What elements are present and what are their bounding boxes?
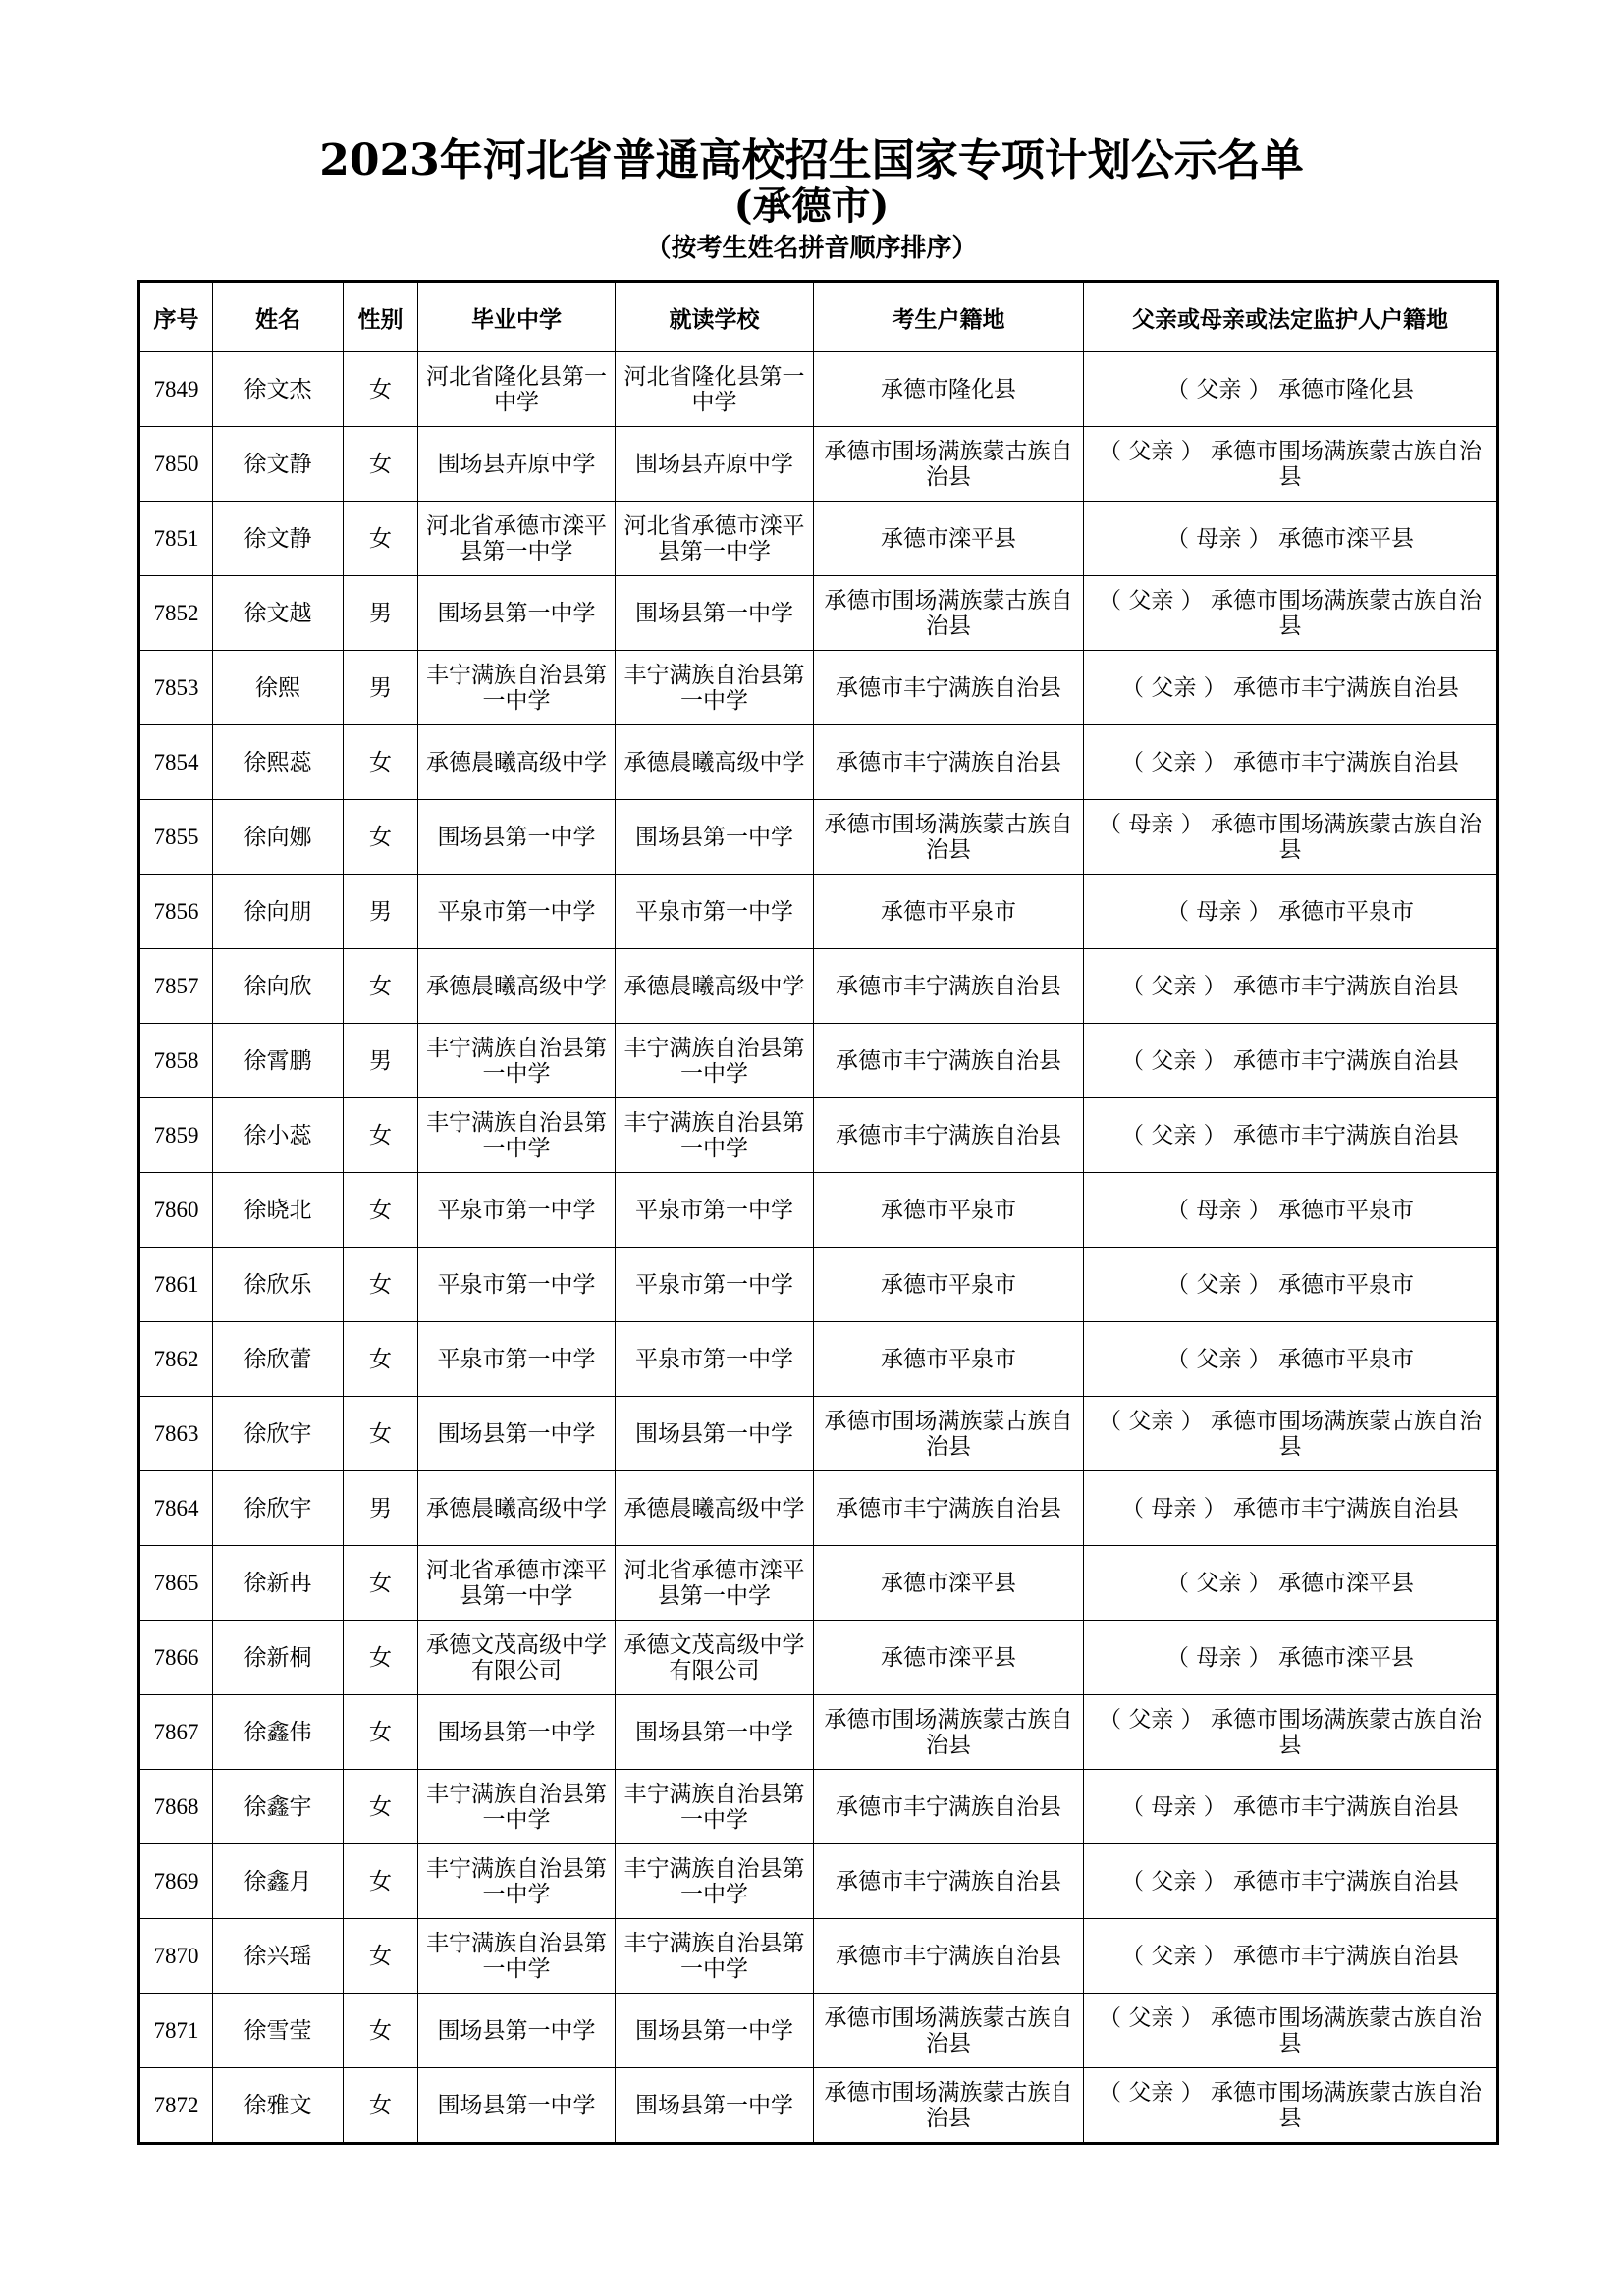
cell-gender: 女 (344, 502, 418, 576)
cell-gender: 女 (344, 949, 418, 1024)
table-row (139, 1546, 1498, 1621)
col-header-grad-school: 毕业中学 (418, 282, 616, 352)
roster-body (139, 352, 1498, 2144)
cell-no: 7849 (139, 352, 213, 427)
cell-guardian-hukou: （ 父亲 ） 承德市平泉市 (1084, 1322, 1498, 1397)
cell-no: 7857 (139, 949, 213, 1024)
cell-grad-school: 河北省隆化县第一中学 (418, 352, 616, 427)
cell-no: 7856 (139, 875, 213, 949)
table-row (139, 1173, 1498, 1248)
cell-name: 徐熙蕊 (213, 725, 344, 800)
cell-name: 徐鑫宇 (213, 1770, 344, 1844)
cell-no: 7866 (139, 1621, 213, 1695)
cell-name: 徐晓北 (213, 1173, 344, 1248)
cell-guardian-hukou: （ 父亲 ） 承德市平泉市 (1084, 1248, 1498, 1322)
cell-grad-school: 平泉市第一中学 (418, 1322, 616, 1397)
cell-hukou: 承德市围场满族蒙古族自治县 (814, 427, 1084, 502)
cell-gender: 女 (344, 427, 418, 502)
cell-gender: 女 (344, 1770, 418, 1844)
cell-hukou: 承德市隆化县 (814, 352, 1084, 427)
cell-no: 7851 (139, 502, 213, 576)
cell-current-school: 丰宁满族自治县第一中学 (616, 1770, 814, 1844)
table-row (139, 1919, 1498, 1994)
cell-name: 徐霄鹏 (213, 1024, 344, 1098)
cell-guardian-hukou: （ 父亲 ） 承德市围场满族蒙古族自治县 (1084, 1397, 1498, 1471)
cell-gender: 女 (344, 1397, 418, 1471)
cell-current-school: 承德晨曦高级中学 (616, 725, 814, 800)
cell-name: 徐文越 (213, 576, 344, 651)
cell-current-school: 丰宁满族自治县第一中学 (616, 1098, 814, 1173)
cell-current-school: 平泉市第一中学 (616, 875, 814, 949)
cell-hukou: 承德市围场满族蒙古族自治县 (814, 1994, 1084, 2068)
cell-hukou: 承德市围场满族蒙古族自治县 (814, 1397, 1084, 1471)
cell-name: 徐雅文 (213, 2068, 344, 2144)
cell-grad-school: 丰宁满族自治县第一中学 (418, 1919, 616, 1994)
table-row (139, 2068, 1498, 2144)
cell-gender: 女 (344, 2068, 418, 2144)
cell-grad-school: 平泉市第一中学 (418, 1248, 616, 1322)
cell-hukou: 承德市围场满族蒙古族自治县 (814, 1695, 1084, 1770)
cell-no: 7868 (139, 1770, 213, 1844)
cell-hukou: 承德市丰宁满族自治县 (814, 1919, 1084, 1994)
cell-hukou: 承德市丰宁满族自治县 (814, 1024, 1084, 1098)
cell-no: 7852 (139, 576, 213, 651)
cell-name: 徐鑫伟 (213, 1695, 344, 1770)
cell-no: 7854 (139, 725, 213, 800)
cell-guardian-hukou: （ 父亲 ） 承德市围场满族蒙古族自治县 (1084, 1994, 1498, 2068)
cell-name: 徐向朋 (213, 875, 344, 949)
cell-guardian-hukou: （ 父亲 ） 承德市丰宁满族自治县 (1084, 651, 1498, 725)
table-row (139, 352, 1498, 427)
cell-grad-school: 围场县第一中学 (418, 576, 616, 651)
cell-grad-school: 围场县第一中学 (418, 1397, 616, 1471)
cell-grad-school: 丰宁满族自治县第一中学 (418, 1098, 616, 1173)
cell-guardian-hukou: （ 父亲 ） 承德市围场满族蒙古族自治县 (1084, 427, 1498, 502)
cell-current-school: 承德文茂高级中学有限公司 (616, 1621, 814, 1695)
cell-current-school: 丰宁满族自治县第一中学 (616, 1844, 814, 1919)
cell-name: 徐向欣 (213, 949, 344, 1024)
cell-guardian-hukou: （ 父亲 ） 承德市围场满族蒙古族自治县 (1084, 2068, 1498, 2144)
cell-current-school: 丰宁满族自治县第一中学 (616, 1024, 814, 1098)
cell-grad-school: 围场县第一中学 (418, 1994, 616, 2068)
cell-no: 7859 (139, 1098, 213, 1173)
cell-current-school: 丰宁满族自治县第一中学 (616, 1919, 814, 1994)
table-row (139, 1024, 1498, 1098)
cell-guardian-hukou: （ 父亲 ） 承德市丰宁满族自治县 (1084, 1024, 1498, 1098)
cell-guardian-hukou: （ 母亲 ） 承德市平泉市 (1084, 875, 1498, 949)
cell-grad-school: 丰宁满族自治县第一中学 (418, 1770, 616, 1844)
table-row (139, 875, 1498, 949)
cell-no: 7864 (139, 1471, 213, 1546)
cell-hukou: 承德市平泉市 (814, 1248, 1084, 1322)
cell-name: 徐欣蕾 (213, 1322, 344, 1397)
table-row (139, 651, 1498, 725)
cell-grad-school: 平泉市第一中学 (418, 1173, 616, 1248)
cell-current-school: 围场县第一中学 (616, 1695, 814, 1770)
cell-hukou: 承德市丰宁满族自治县 (814, 1844, 1084, 1919)
table-row (139, 1695, 1498, 1770)
cell-name: 徐兴瑶 (213, 1919, 344, 1994)
cell-gender: 男 (344, 576, 418, 651)
cell-guardian-hukou: （ 母亲 ） 承德市丰宁满族自治县 (1084, 1471, 1498, 1546)
cell-name: 徐欣宇 (213, 1471, 344, 1546)
table-row (139, 1397, 1498, 1471)
cell-current-school: 河北省承德市滦平县第一中学 (616, 1546, 814, 1621)
cell-gender: 女 (344, 1695, 418, 1770)
cell-guardian-hukou: （ 母亲 ） 承德市滦平县 (1084, 502, 1498, 576)
cell-gender: 女 (344, 1919, 418, 1994)
cell-name: 徐鑫月 (213, 1844, 344, 1919)
cell-guardian-hukou: （ 母亲 ） 承德市围场满族蒙古族自治县 (1084, 800, 1498, 875)
cell-current-school: 围场县第一中学 (616, 576, 814, 651)
col-header-gender: 性别 (344, 282, 418, 352)
cell-hukou: 承德市滦平县 (814, 1546, 1084, 1621)
cell-hukou: 承德市滦平县 (814, 1621, 1084, 1695)
cell-current-school: 承德晨曦高级中学 (616, 949, 814, 1024)
table-row (139, 800, 1498, 875)
cell-grad-school: 河北省承德市滦平县第一中学 (418, 502, 616, 576)
cell-gender: 女 (344, 1248, 418, 1322)
cell-current-school: 围场县卉原中学 (616, 427, 814, 502)
cell-guardian-hukou: （ 父亲 ） 承德市滦平县 (1084, 1546, 1498, 1621)
cell-hukou: 承德市滦平县 (814, 502, 1084, 576)
cell-name: 徐文静 (213, 502, 344, 576)
cell-name: 徐文杰 (213, 352, 344, 427)
table-row (139, 1770, 1498, 1844)
col-header-hukou: 考生户籍地 (814, 282, 1084, 352)
cell-gender: 男 (344, 651, 418, 725)
cell-current-school: 围场县第一中学 (616, 1397, 814, 1471)
cell-current-school: 平泉市第一中学 (616, 1322, 814, 1397)
cell-grad-school: 丰宁满族自治县第一中学 (418, 651, 616, 725)
cell-name: 徐向娜 (213, 800, 344, 875)
col-header-current-school: 就读学校 (616, 282, 814, 352)
table-row (139, 502, 1498, 576)
cell-gender: 女 (344, 1844, 418, 1919)
cell-grad-school: 围场县卉原中学 (418, 427, 616, 502)
cell-hukou: 承德市丰宁满族自治县 (814, 1098, 1084, 1173)
cell-gender: 女 (344, 352, 418, 427)
cell-no: 7865 (139, 1546, 213, 1621)
cell-current-school: 承德晨曦高级中学 (616, 1471, 814, 1546)
cell-hukou: 承德市围场满族蒙古族自治县 (814, 576, 1084, 651)
header-row (139, 282, 1498, 352)
cell-grad-school: 平泉市第一中学 (418, 875, 616, 949)
cell-hukou: 承德市围场满族蒙古族自治县 (814, 2068, 1084, 2144)
cell-gender: 女 (344, 1173, 418, 1248)
cell-hukou: 承德市丰宁满族自治县 (814, 725, 1084, 800)
table-row (139, 1844, 1498, 1919)
col-header-name: 姓名 (213, 282, 344, 352)
cell-name: 徐欣宇 (213, 1397, 344, 1471)
cell-hukou: 承德市平泉市 (814, 1173, 1084, 1248)
cell-no: 7863 (139, 1397, 213, 1471)
cell-no: 7850 (139, 427, 213, 502)
cell-gender: 女 (344, 1546, 418, 1621)
cell-hukou: 承德市丰宁满族自治县 (814, 1770, 1084, 1844)
cell-gender: 女 (344, 1322, 418, 1397)
cell-no: 7858 (139, 1024, 213, 1098)
cell-gender: 女 (344, 1098, 418, 1173)
table-row (139, 576, 1498, 651)
cell-guardian-hukou: （ 父亲 ） 承德市丰宁满族自治县 (1084, 1919, 1498, 1994)
sort-note: （按考生姓名拼音顺序排序） (645, 234, 978, 263)
cell-gender: 女 (344, 1994, 418, 2068)
col-header-guardian-hukou: 父亲或母亲或法定监护人户籍地 (1084, 282, 1498, 352)
cell-guardian-hukou: （ 父亲 ） 承德市丰宁满族自治县 (1084, 1098, 1498, 1173)
cell-gender: 女 (344, 725, 418, 800)
cell-no: 7855 (139, 800, 213, 875)
cell-grad-school: 丰宁满族自治县第一中学 (418, 1844, 616, 1919)
cell-no: 7870 (139, 1919, 213, 1994)
roster-table (137, 280, 1499, 2145)
cell-grad-school: 承德晨曦高级中学 (418, 1471, 616, 1546)
cell-name: 徐雪莹 (213, 1994, 344, 2068)
cell-name: 徐熙 (213, 651, 344, 725)
cell-hukou: 承德市丰宁满族自治县 (814, 949, 1084, 1024)
cell-grad-school: 丰宁满族自治县第一中学 (418, 1024, 616, 1098)
cell-no: 7867 (139, 1695, 213, 1770)
cell-guardian-hukou: （ 父亲 ） 承德市围场满族蒙古族自治县 (1084, 576, 1498, 651)
cell-no: 7872 (139, 2068, 213, 2144)
cell-current-school: 丰宁满族自治县第一中学 (616, 651, 814, 725)
cell-no: 7860 (139, 1173, 213, 1248)
cell-hukou: 承德市平泉市 (814, 875, 1084, 949)
cell-grad-school: 承德文茂高级中学有限公司 (418, 1621, 616, 1695)
cell-grad-school: 承德晨曦高级中学 (418, 949, 616, 1024)
page-title: 2023年河北省普通高校招生国家专项计划公示名单 (319, 135, 1304, 186)
cell-hukou: 承德市丰宁满族自治县 (814, 1471, 1084, 1546)
table-row (139, 1994, 1498, 2068)
cell-gender: 男 (344, 875, 418, 949)
cell-current-school: 河北省承德市滦平县第一中学 (616, 502, 814, 576)
table-row (139, 1248, 1498, 1322)
cell-name: 徐新冉 (213, 1546, 344, 1621)
cell-no: 7862 (139, 1322, 213, 1397)
cell-guardian-hukou: （ 母亲 ） 承德市平泉市 (1084, 1173, 1498, 1248)
cell-name: 徐新桐 (213, 1621, 344, 1695)
cell-guardian-hukou: （ 母亲 ） 承德市滦平县 (1084, 1621, 1498, 1695)
cell-current-school: 围场县第一中学 (616, 2068, 814, 2144)
cell-gender: 男 (344, 1471, 418, 1546)
cell-grad-school: 围场县第一中学 (418, 800, 616, 875)
cell-name: 徐欣乐 (213, 1248, 344, 1322)
cell-no: 7853 (139, 651, 213, 725)
cell-current-school: 平泉市第一中学 (616, 1248, 814, 1322)
cell-no: 7871 (139, 1994, 213, 2068)
cell-hukou: 承德市平泉市 (814, 1322, 1084, 1397)
cell-no: 7861 (139, 1248, 213, 1322)
cell-guardian-hukou: （ 母亲 ） 承德市丰宁满族自治县 (1084, 1770, 1498, 1844)
cell-current-school: 河北省隆化县第一中学 (616, 352, 814, 427)
table-row (139, 949, 1498, 1024)
page-subtitle-city: (承德市) (733, 183, 890, 229)
cell-gender: 女 (344, 800, 418, 875)
cell-no: 7869 (139, 1844, 213, 1919)
table-row (139, 1098, 1498, 1173)
cell-grad-school: 围场县第一中学 (418, 2068, 616, 2144)
cell-guardian-hukou: （ 父亲 ） 承德市隆化县 (1084, 352, 1498, 427)
cell-name: 徐文静 (213, 427, 344, 502)
cell-guardian-hukou: （ 父亲 ） 承德市丰宁满族自治县 (1084, 949, 1498, 1024)
table-row (139, 427, 1498, 502)
table-row (139, 1621, 1498, 1695)
cell-hukou: 承德市丰宁满族自治县 (814, 651, 1084, 725)
cell-current-school: 平泉市第一中学 (616, 1173, 814, 1248)
table-row (139, 725, 1498, 800)
cell-guardian-hukou: （ 父亲 ） 承德市丰宁满族自治县 (1084, 1844, 1498, 1919)
cell-hukou: 承德市围场满族蒙古族自治县 (814, 800, 1084, 875)
cell-gender: 女 (344, 1621, 418, 1695)
table-row (139, 1471, 1498, 1546)
cell-current-school: 围场县第一中学 (616, 800, 814, 875)
cell-name: 徐小蕊 (213, 1098, 344, 1173)
table-row (139, 1322, 1498, 1397)
cell-current-school: 围场县第一中学 (616, 1994, 814, 2068)
cell-grad-school: 承德晨曦高级中学 (418, 725, 616, 800)
cell-grad-school: 围场县第一中学 (418, 1695, 616, 1770)
cell-grad-school: 河北省承德市滦平县第一中学 (418, 1546, 616, 1621)
cell-guardian-hukou: （ 父亲 ） 承德市丰宁满族自治县 (1084, 725, 1498, 800)
cell-gender: 男 (344, 1024, 418, 1098)
col-header-no: 序号 (139, 282, 213, 352)
cell-guardian-hukou: （ 父亲 ） 承德市围场满族蒙古族自治县 (1084, 1695, 1498, 1770)
